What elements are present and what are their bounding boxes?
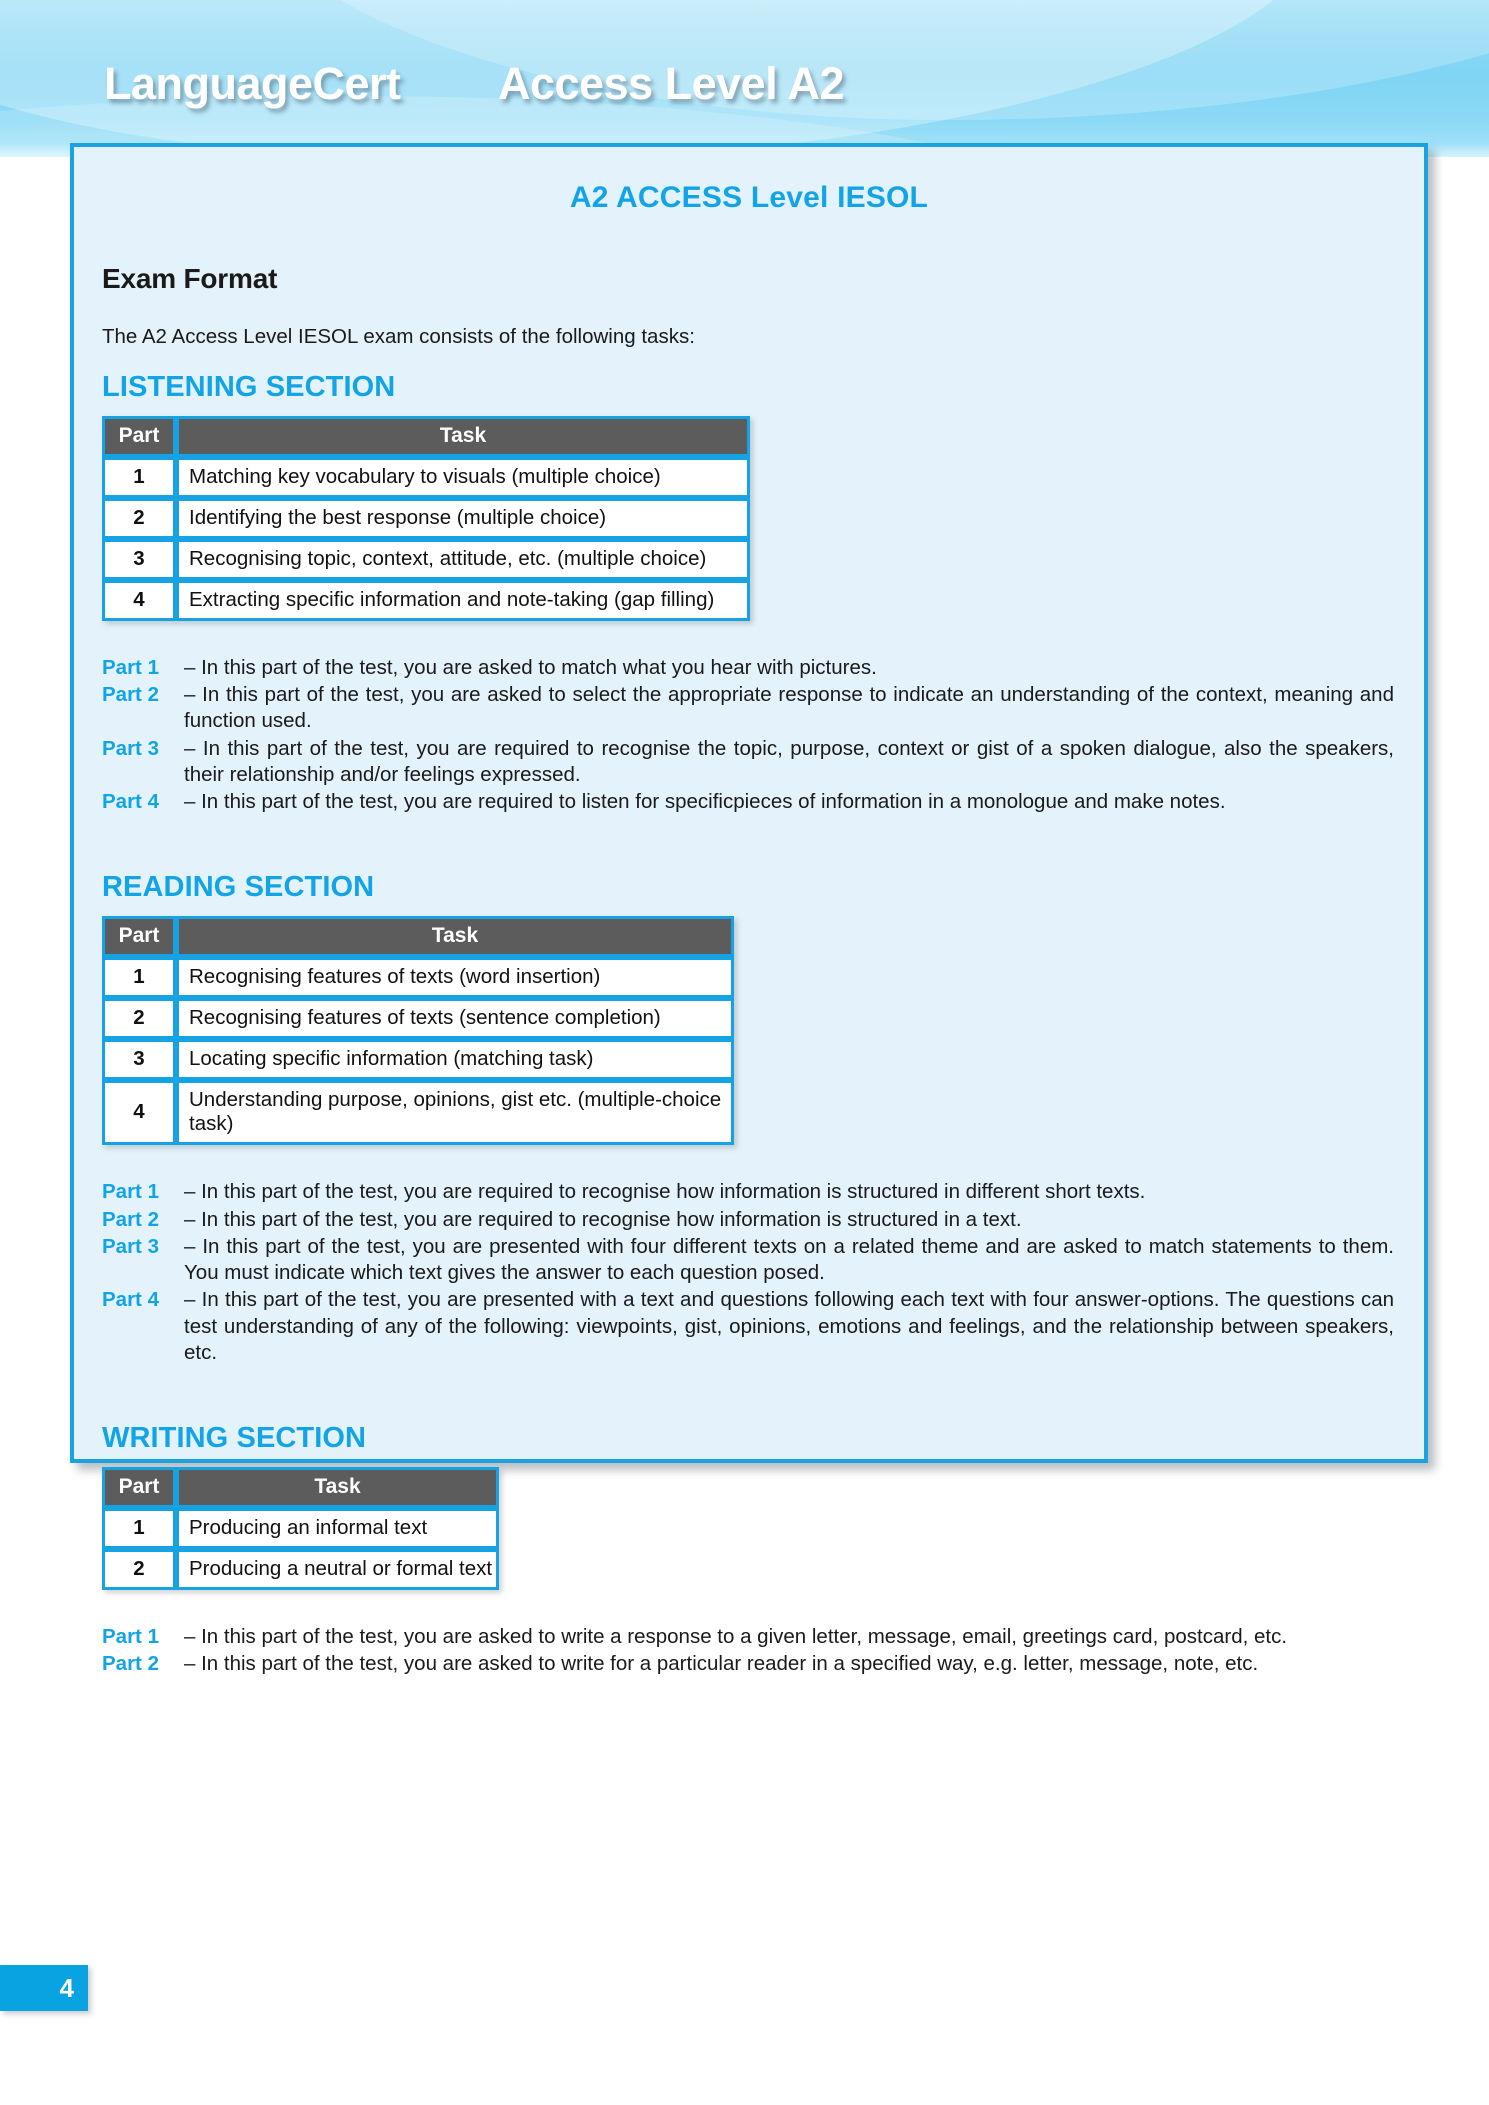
- reading-task-table: [102, 916, 734, 1145]
- cell-part-number: 2: [102, 998, 176, 1039]
- part-label: Part 3: [102, 736, 159, 760]
- listening-table-head: [102, 416, 750, 457]
- cell-task-text: Recognising features of texts (sentence completion): [176, 998, 734, 1039]
- intro-paragraph: The A2 Access Level IESOL exam consists of the following tasks:: [102, 325, 695, 348]
- column-header-part: Part: [102, 916, 176, 957]
- writing-part-descriptions: [102, 1624, 1396, 1677]
- part-description-row: [102, 789, 1396, 815]
- cell-task-text: Extracting specific information and note-taking (gap filling): [176, 580, 750, 621]
- column-header-part: Part: [102, 1467, 176, 1508]
- part-label: Part 1: [102, 1180, 159, 1204]
- part-description-text: – In this part of the test, you are asked to match what you hear with pictures.: [184, 656, 877, 679]
- table-header-row: [102, 416, 750, 457]
- section-heading-writing: WRITING SECTION: [102, 1422, 367, 1455]
- listening-table-body: [102, 457, 750, 621]
- table-row: [102, 539, 750, 580]
- table-header-row: [102, 1467, 499, 1508]
- part-label: Part 2: [102, 1207, 159, 1231]
- part-description-row: [102, 682, 1396, 734]
- part-label: Part 4: [102, 1288, 159, 1312]
- part-description-row: [102, 1624, 1396, 1650]
- section-heading-listening: LISTENING SECTION: [102, 371, 396, 403]
- cell-part-number: 1: [102, 457, 176, 498]
- writing-task-table: [102, 1467, 499, 1590]
- column-header-task: Task: [176, 416, 750, 457]
- writing-table-body: [102, 1508, 499, 1590]
- content-inner-padding: [74, 147, 1424, 1678]
- writing-table-head: [102, 1467, 499, 1508]
- cell-part-number: 4: [102, 1080, 176, 1145]
- part-description-text: – In this part of the test, you are required to recognise how information is structured in a text.: [184, 1207, 1022, 1231]
- cell-task-text: Understanding purpose, opinions, gist etc. (multiple-choice task): [176, 1080, 734, 1145]
- exam-format-heading: Exam Format: [102, 263, 278, 294]
- table-row: [102, 1039, 734, 1080]
- part-description-row: [102, 1234, 1396, 1286]
- cell-part-number: 1: [102, 957, 176, 998]
- table-row: [102, 457, 750, 498]
- cell-task-text: Locating specific information (matching task): [176, 1039, 734, 1080]
- banner-title-group: [0, 58, 1489, 130]
- reading-table-body: [102, 957, 734, 1145]
- cell-task-text: Recognising topic, context, attitude, etc. (multiple choice): [176, 539, 750, 580]
- cell-task-text: Recognising features of texts (word insertion): [176, 957, 734, 998]
- reading-table-head: [102, 916, 734, 957]
- part-label: Part 4: [102, 790, 159, 814]
- column-header-task: Task: [176, 916, 734, 957]
- page-header-banner: [0, 0, 1489, 157]
- part-description-text: – In this part of the test, you are asked to select the appropriate response to indicate an understanding of the context, meaning and function used.: [184, 683, 1394, 733]
- part-description-text: – In this part of the test, you are required to listen for specificpieces of information in a monologue and make notes.: [184, 790, 1226, 814]
- cell-part-number: 2: [102, 498, 176, 539]
- table-row: [102, 580, 750, 621]
- part-description-text: – In this part of the test, you are asked to write for a particular reader in a specified way, e.g. letter, message, note, etc.: [184, 1652, 1259, 1676]
- column-header-task: Task: [176, 1467, 499, 1508]
- table-row: [102, 957, 734, 998]
- cell-part-number: 1: [102, 1508, 176, 1549]
- part-description-text: – In this part of the test, you are required to recognise how information is structured in different short texts.: [184, 1180, 1146, 1204]
- part-label: Part 2: [102, 683, 159, 707]
- table-row: [102, 1549, 499, 1590]
- section-heading-reading: READING SECTION: [102, 871, 375, 904]
- part-description-row: [102, 1207, 1396, 1233]
- table-header-row: [102, 916, 734, 957]
- part-description-row: [102, 1287, 1396, 1366]
- listening-part-descriptions: [102, 655, 1396, 815]
- part-label: Part 1: [102, 656, 159, 679]
- table-row: [102, 1080, 734, 1145]
- part-description-text: – In this part of the test, you are presented with four different texts on a related theme and are asked to match statements to them. You must indicate which text gives the answer to each question posed.: [184, 1234, 1394, 1285]
- part-label: Part 2: [102, 1652, 159, 1676]
- table-row: [102, 498, 750, 539]
- part-description-text: – In this part of the test, you are required to recognise the topic, purpose, context or gist of a spoken dialogue, also the speakers, their relationship and/or feelings expressed.: [184, 736, 1394, 786]
- cell-task-text: Producing a neutral or formal text: [176, 1549, 499, 1590]
- cell-part-number: 3: [102, 1039, 176, 1080]
- cell-part-number: 4: [102, 580, 176, 621]
- column-header-part: Part: [102, 416, 176, 457]
- document-title: A2 ACCESS Level IESOL: [569, 181, 929, 214]
- part-description-row: [102, 655, 1396, 681]
- part-description-text: – In this part of the test, you are presented with a text and questions following each text with four answer-options. The questions can test understanding of any of the following: viewpoints, gist, opinions, emotions and feelings, and the relationship between speakers, etc.: [184, 1288, 1394, 1364]
- brand-logo-text: LanguageCert: [104, 58, 401, 109]
- exam-level-title: Access Level A2: [498, 58, 845, 109]
- cell-task-text: Identifying the best response (multiple choice): [176, 498, 750, 539]
- reading-part-descriptions: [102, 1179, 1396, 1366]
- listening-task-table: [102, 416, 750, 621]
- cell-task-text: Matching key vocabulary to visuals (multiple choice): [176, 457, 750, 498]
- part-description-row: [102, 736, 1396, 788]
- part-description-text: – In this part of the test, you are asked to write a response to a given letter, message, email, greetings card, postcard, etc.: [184, 1625, 1288, 1649]
- table-row: [102, 998, 734, 1039]
- main-content-box: [70, 143, 1428, 1676]
- part-description-row: [102, 1651, 1396, 1677]
- cell-part-number: 3: [102, 539, 176, 580]
- part-description-row: [102, 1179, 1396, 1205]
- table-row: [102, 1508, 499, 1549]
- page-number-badge: 4: [0, 1965, 88, 2011]
- part-label: Part 1: [102, 1625, 159, 1649]
- cell-part-number: 2: [102, 1549, 176, 1590]
- part-label: Part 3: [102, 1234, 159, 1258]
- cell-task-text: Producing an informal text: [176, 1508, 499, 1549]
